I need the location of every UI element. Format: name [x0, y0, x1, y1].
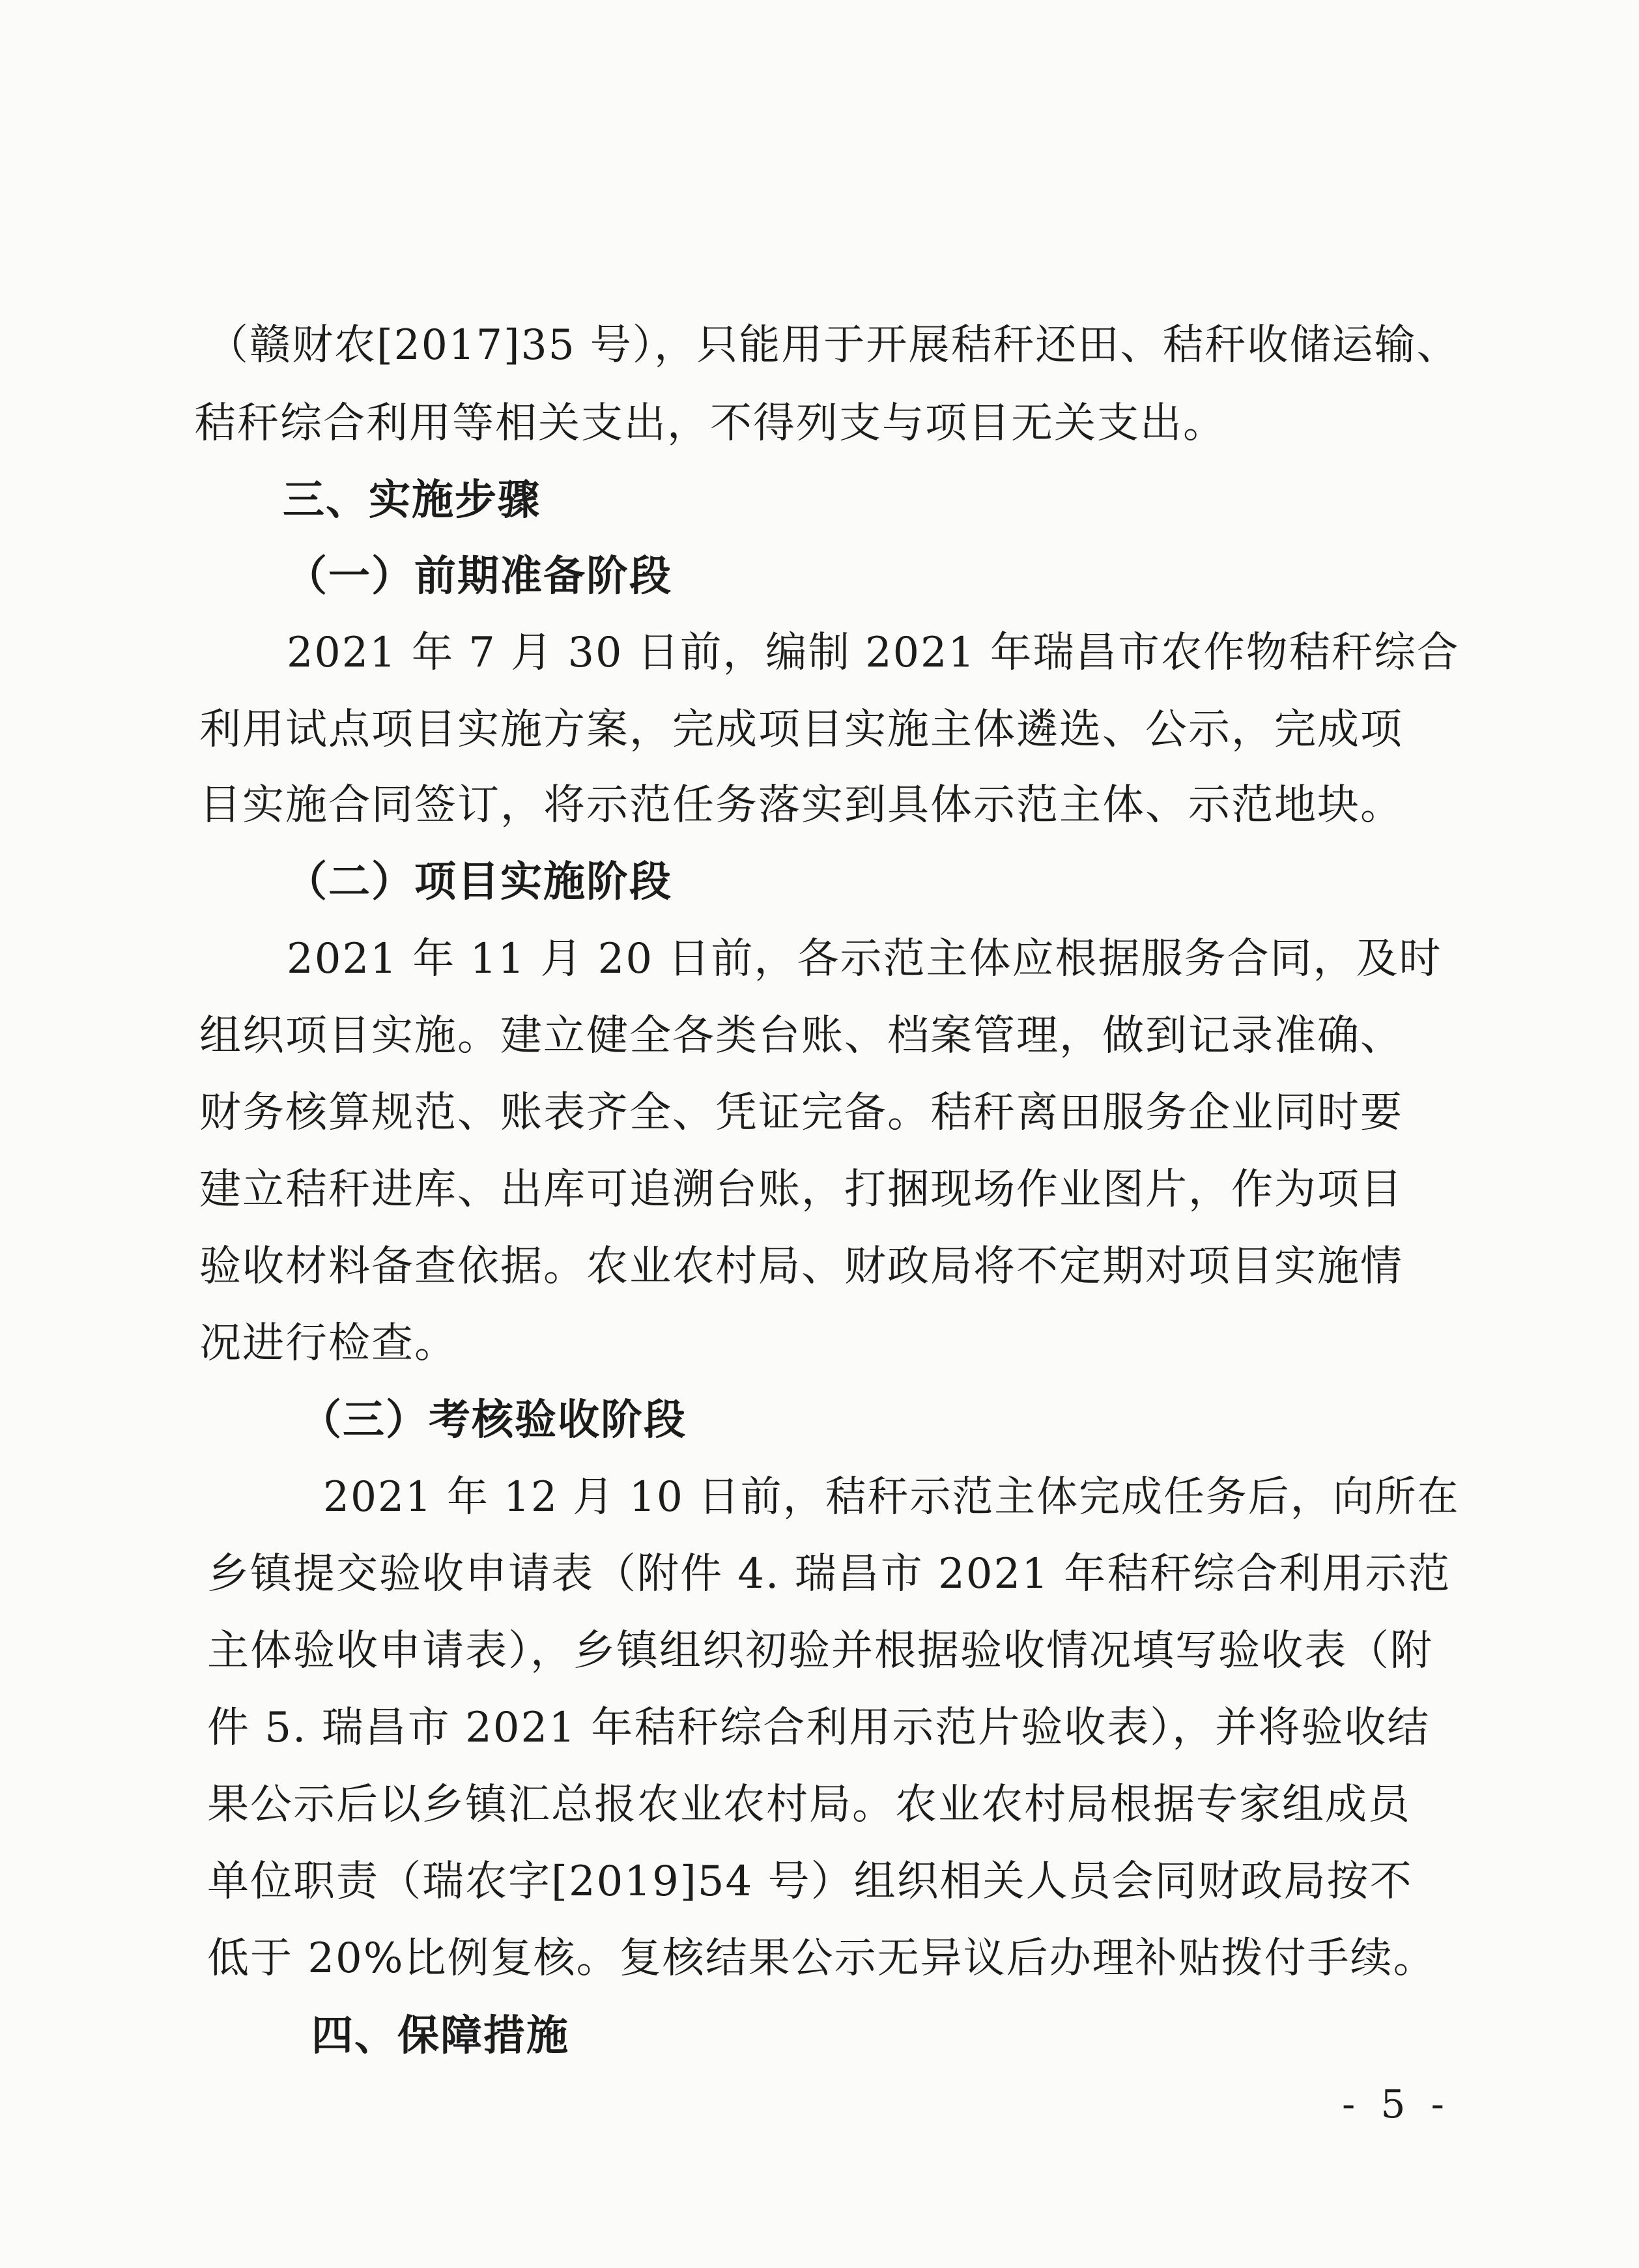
paragraph-line-2: 秸秆综合利用等相关支出，不得列支与项目无关支出。 — [194, 399, 1226, 448]
paragraph-line-21: 单位职责（瑞农字[2019]54 号）组织相关人员会同财政局按不 — [207, 1858, 1413, 1906]
section-heading-implementation-steps: 三、实施步骤 — [283, 476, 541, 524]
section-heading-safeguards: 四、保障措施 — [311, 2012, 569, 2060]
paragraph-line-13: 验收材料备查依据。农业农村局、财政局将不定期对项目实施情 — [199, 1242, 1403, 1291]
subsection-heading-preparation: （一）前期准备阶段 — [285, 553, 672, 601]
paragraph-line-6: 利用试点项目实施方案，完成项目实施主体遴选、公示，完成项 — [199, 706, 1403, 754]
paragraph-line-5: 2021 年 7 月 30 日前，编制 2021 年瑞昌市农作物秸秆综合 — [287, 629, 1460, 677]
subsection-heading-implementation: （二）项目实施阶段 — [285, 858, 672, 906]
paragraph-line-1: （赣财农[2017]35 号），只能用于开展秸秆还田、秸秆收储运输、 — [207, 321, 1459, 369]
paragraph-line-18: 主体验收申请表），乡镇组织初验并根据验收情况填写验收表（附 — [207, 1627, 1433, 1675]
paragraph-line-11: 财务核算规范、账表齐全、凭证完备。秸秆离田服务企业同时要 — [199, 1089, 1403, 1137]
paragraph-line-12: 建立秸秆进库、出库可追溯台账，打捆现场作业图片，作为项目 — [199, 1166, 1403, 1214]
subsection-heading-acceptance: （三）考核验收阶段 — [300, 1396, 687, 1444]
paragraph-line-20: 果公示后以乡镇汇总报农业农村局。农业农村局根据专家组成员 — [207, 1781, 1411, 1829]
paragraph-line-14: 况进行检查。 — [199, 1319, 457, 1368]
paragraph-line-19: 件 5. 瑞昌市 2021 年秸秆综合利用示范片验收表），并将验收结 — [207, 1704, 1431, 1752]
paragraph-line-7: 目实施合同签订，将示范任务落实到具体示范主体、示范地块。 — [199, 781, 1403, 829]
paragraph-line-22: 低于 20%比例复核。复核结果公示无异议后办理补贴拨付手续。 — [207, 1934, 1436, 1983]
paragraph-line-17: 乡镇提交验收申请表（附件 4. 瑞昌市 2021 年秸秆综合利用示范 — [207, 1550, 1451, 1598]
page-number: - 5 - — [1342, 2082, 1451, 2127]
paragraph-line-10: 组织项目实施。建立健全各类台账、档案管理，做到记录准确、 — [199, 1012, 1403, 1060]
paragraph-line-9: 2021 年 11 月 20 日前，各示范主体应根据服务合同，及时 — [287, 935, 1442, 983]
paragraph-line-16: 2021 年 12 月 10 日前，秸秆示范主体完成任务后，向所在 — [323, 1473, 1460, 1521]
